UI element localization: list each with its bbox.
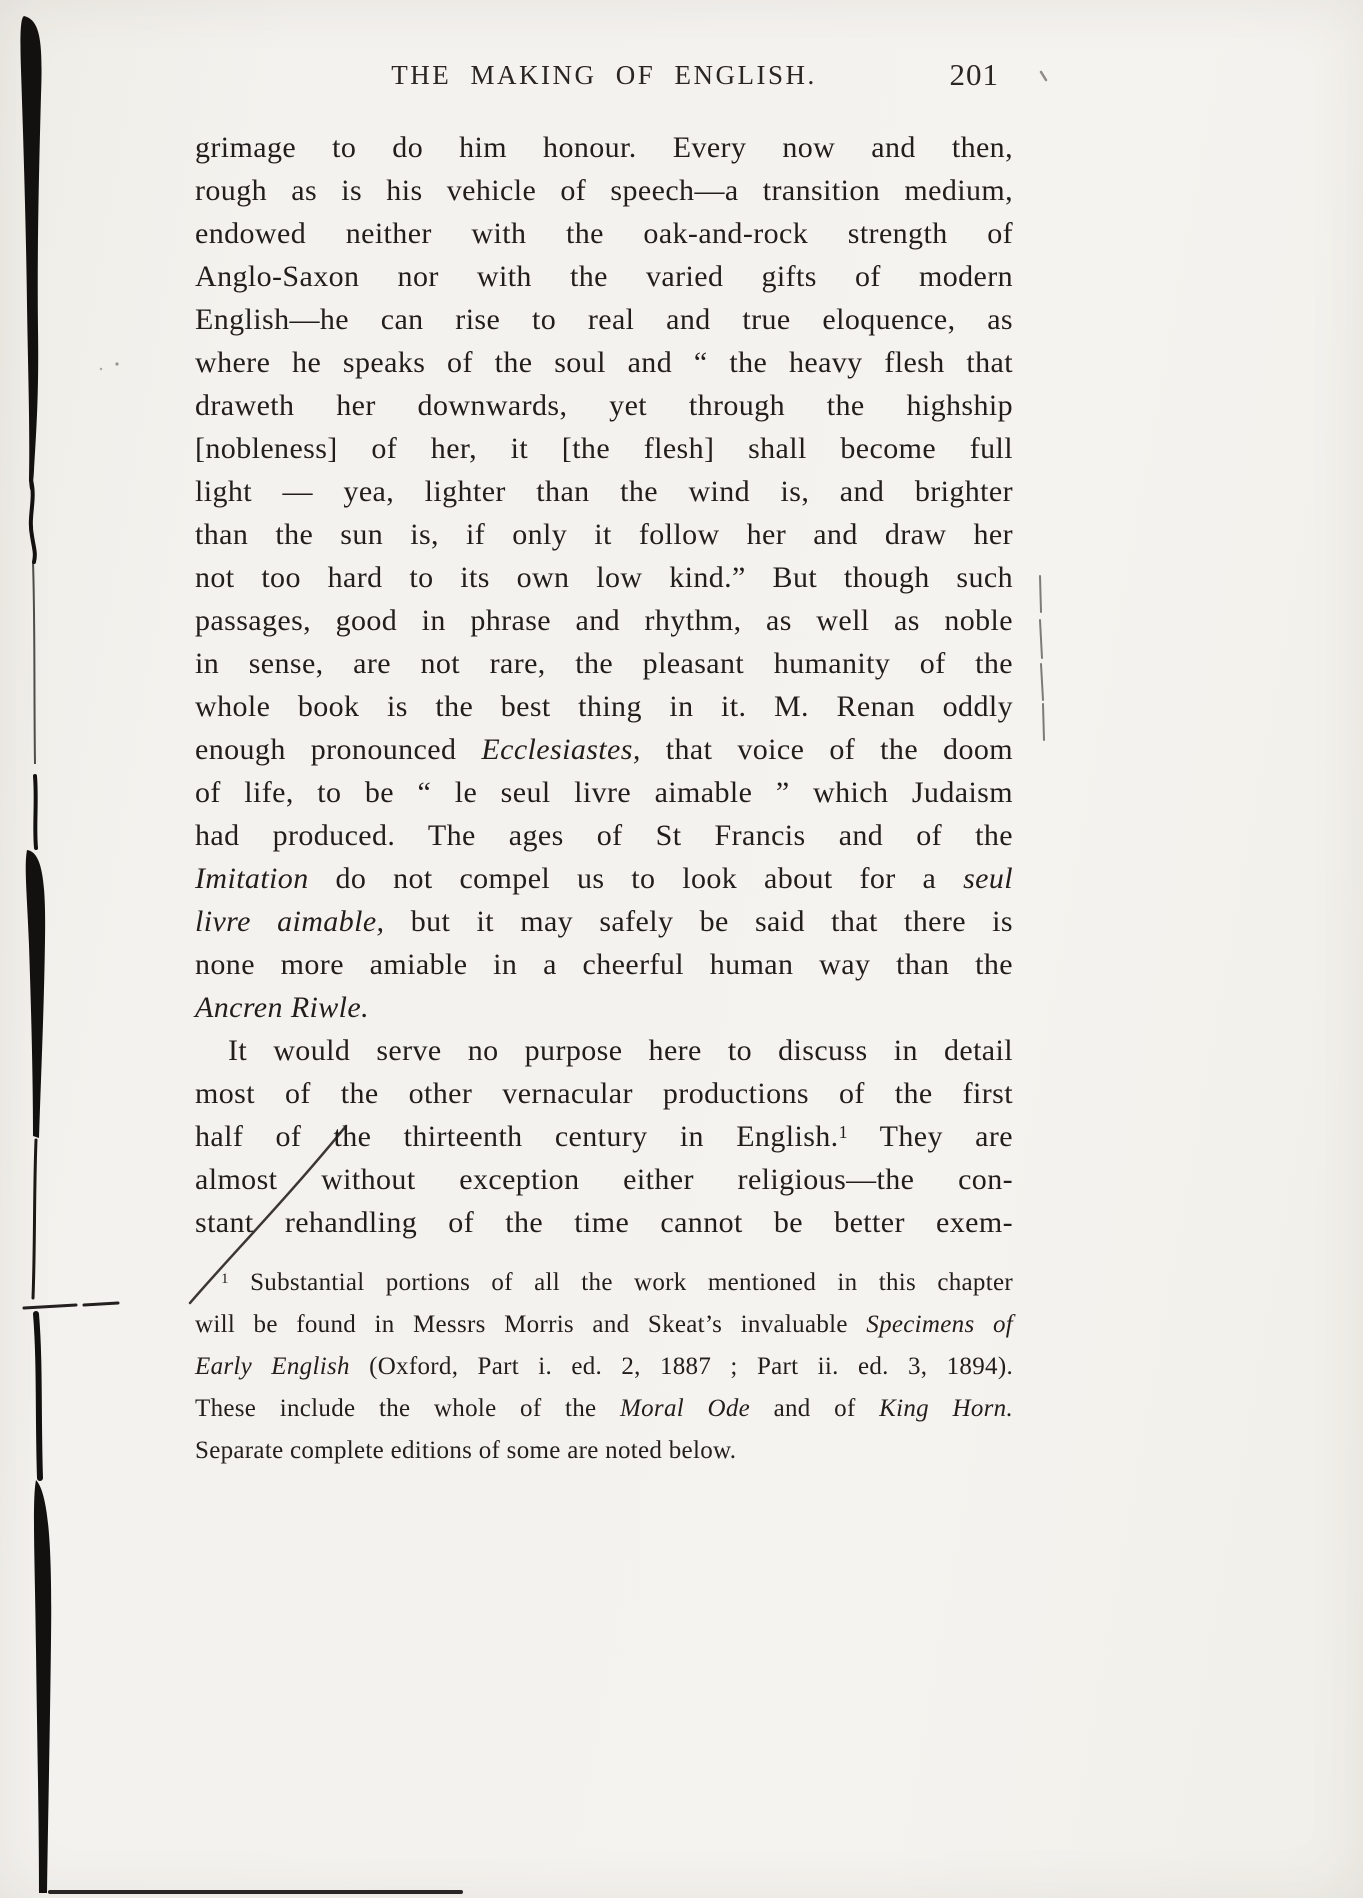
- text-line: [195, 1072, 1013, 1115]
- text-run: where he speaks of the soul and “ the heavy flesh that: [195, 346, 1013, 379]
- text-run: stant rehandling of the time cannot be better exem-: [195, 1206, 1013, 1239]
- text-line: [195, 1158, 1013, 1201]
- italic-text-run: livre aimable,: [195, 905, 385, 938]
- footnote-reference: 1: [221, 1271, 229, 1288]
- text-run: These include the whole of the: [195, 1395, 620, 1422]
- text-line: [195, 771, 1013, 814]
- footnote: [195, 1262, 1013, 1472]
- ink-dash-small: [35, 776, 36, 848]
- text-run: and of: [750, 1395, 880, 1422]
- paragraph: [195, 1262, 1013, 1472]
- text-line: [195, 986, 1013, 1029]
- text-line: [195, 255, 1013, 298]
- page-number: 201: [949, 57, 999, 92]
- text-run: endowed neither with the oak-and-rock strength of: [195, 217, 1013, 250]
- ink-hook-mark: [31, 480, 35, 562]
- text-line: [195, 1346, 1013, 1388]
- ink-streak-bottom: [34, 1480, 51, 1893]
- italic-text-run: Specimens of: [866, 1311, 1013, 1338]
- text-line: [195, 169, 1013, 212]
- text-line: [195, 900, 1013, 943]
- text-line: [195, 556, 1013, 599]
- ink-thin-line-lower: [33, 1140, 36, 1298]
- text-run: They are: [847, 1120, 1013, 1153]
- horizontal-dash-mark: [24, 1303, 118, 1308]
- text-run: English—he can rise to real and true eloquence, as: [195, 303, 1013, 336]
- text-line: [195, 470, 1013, 513]
- text-run: will be found in Messrs Morris and Skeat’s invaluable: [195, 1311, 867, 1338]
- paper-speck-2: [100, 368, 102, 370]
- italic-text-run: Early English: [195, 1353, 350, 1380]
- text-line: [195, 298, 1013, 341]
- text-run: but it may safely be said that there is: [384, 905, 1013, 938]
- ink-streak-middle: [26, 850, 45, 1138]
- text-run: passages, good in phrase and rhythm, as well as noble: [195, 604, 1013, 637]
- ink-thin-line-upper: [33, 562, 35, 764]
- italic-text-run: Imitation: [195, 862, 309, 895]
- text-run: than the sun is, if only it follow her and draw her: [195, 518, 1013, 551]
- text-run: had produced. The ages of St Francis and of the: [195, 819, 1013, 852]
- text-line: [195, 728, 1013, 771]
- bottom-edge-line: [48, 1890, 463, 1894]
- text-run: half of the thirteenth century in English.: [195, 1120, 839, 1153]
- text-line: [195, 943, 1013, 986]
- text-run: enough pronounced: [195, 733, 482, 766]
- text-line: [195, 384, 1013, 427]
- page-title: THE MAKING OF ENGLISH.: [391, 60, 817, 90]
- text-line: [195, 814, 1013, 857]
- text-run: in sense, are not rare, the pleasant humanity of the: [195, 647, 1013, 680]
- text-line: [195, 1304, 1013, 1346]
- italic-text-run: Ancren Riwle.: [195, 991, 370, 1024]
- ink-streak-midlow: [36, 1314, 40, 1478]
- paragraph: [195, 1029, 1013, 1244]
- running-header: [195, 57, 1013, 100]
- text-line: [195, 1201, 1013, 1244]
- text-run: (Oxford, Part i. ed. 2, 1887 ; Part ii. ed. 3, 1894).: [349, 1353, 1013, 1380]
- text-line: [195, 642, 1013, 685]
- text-run: almost without exception either religious—the con-: [195, 1163, 1013, 1196]
- paper-speck-1: [115, 362, 118, 365]
- text-line: [195, 513, 1013, 556]
- text-run: draweth her downwards, yet through the highship: [195, 389, 1013, 422]
- text-line: [195, 1388, 1013, 1430]
- text-line: [195, 427, 1013, 470]
- ink-streak-top: [20, 16, 41, 490]
- text-line: [195, 1430, 1013, 1472]
- text-run: grimage to do him honour. Every now and then,: [195, 131, 1013, 164]
- text-run: whole book is the best thing in it. M. Renan oddly: [195, 690, 1013, 723]
- italic-text-run: Moral Ode: [619, 1395, 751, 1422]
- text-run: rough as is his vehicle of speech—a transition medium,: [195, 174, 1013, 207]
- margin-tick-marks: [1040, 576, 1044, 740]
- text-run: [nobleness] of her, it [the flesh] shall become full: [195, 432, 1013, 465]
- text-run: of life, to be “ le seul livre aimable ” which Judaism: [195, 776, 1013, 809]
- paragraph: [195, 126, 1013, 1029]
- header-stray-mark: [1041, 72, 1046, 80]
- text-line: [195, 126, 1013, 169]
- text-line: [195, 212, 1013, 255]
- text-run: not too hard to its own low kind.” But though such: [195, 561, 1013, 594]
- text-line: [195, 341, 1013, 384]
- body-text: [195, 126, 1013, 1244]
- text-run: It would serve no purpose here to discuss in detail: [228, 1034, 1013, 1067]
- text-run: none more amiable in a cheerful human way than the: [195, 948, 1013, 981]
- text-line: [195, 599, 1013, 642]
- text-run: Substantial portions of all the work mentioned in this chapter: [228, 1269, 1013, 1296]
- footnote-reference: 1: [838, 1121, 848, 1142]
- text-run: light — yea, lighter than the wind is, and brighter: [195, 475, 1013, 508]
- text-run: do not compel us to look about for a: [308, 862, 964, 895]
- italic-text-run: Ecclesiastes,: [481, 733, 641, 766]
- text-run: Anglo-Saxon nor with the varied gifts of modern: [195, 260, 1013, 293]
- text-run: that voice of the doom: [640, 733, 1013, 766]
- text-run: most of the other vernacular productions of the first: [195, 1077, 1013, 1110]
- text-line: [195, 1262, 1013, 1304]
- text-run: Separate complete editions of some are noted below.: [195, 1437, 737, 1464]
- text-line: [195, 685, 1013, 728]
- text-line: [195, 1029, 1013, 1072]
- text-line: [195, 1115, 1013, 1158]
- italic-text-run: seul: [963, 862, 1013, 895]
- italic-text-run: King Horn.: [879, 1395, 1013, 1422]
- text-line: [195, 857, 1013, 900]
